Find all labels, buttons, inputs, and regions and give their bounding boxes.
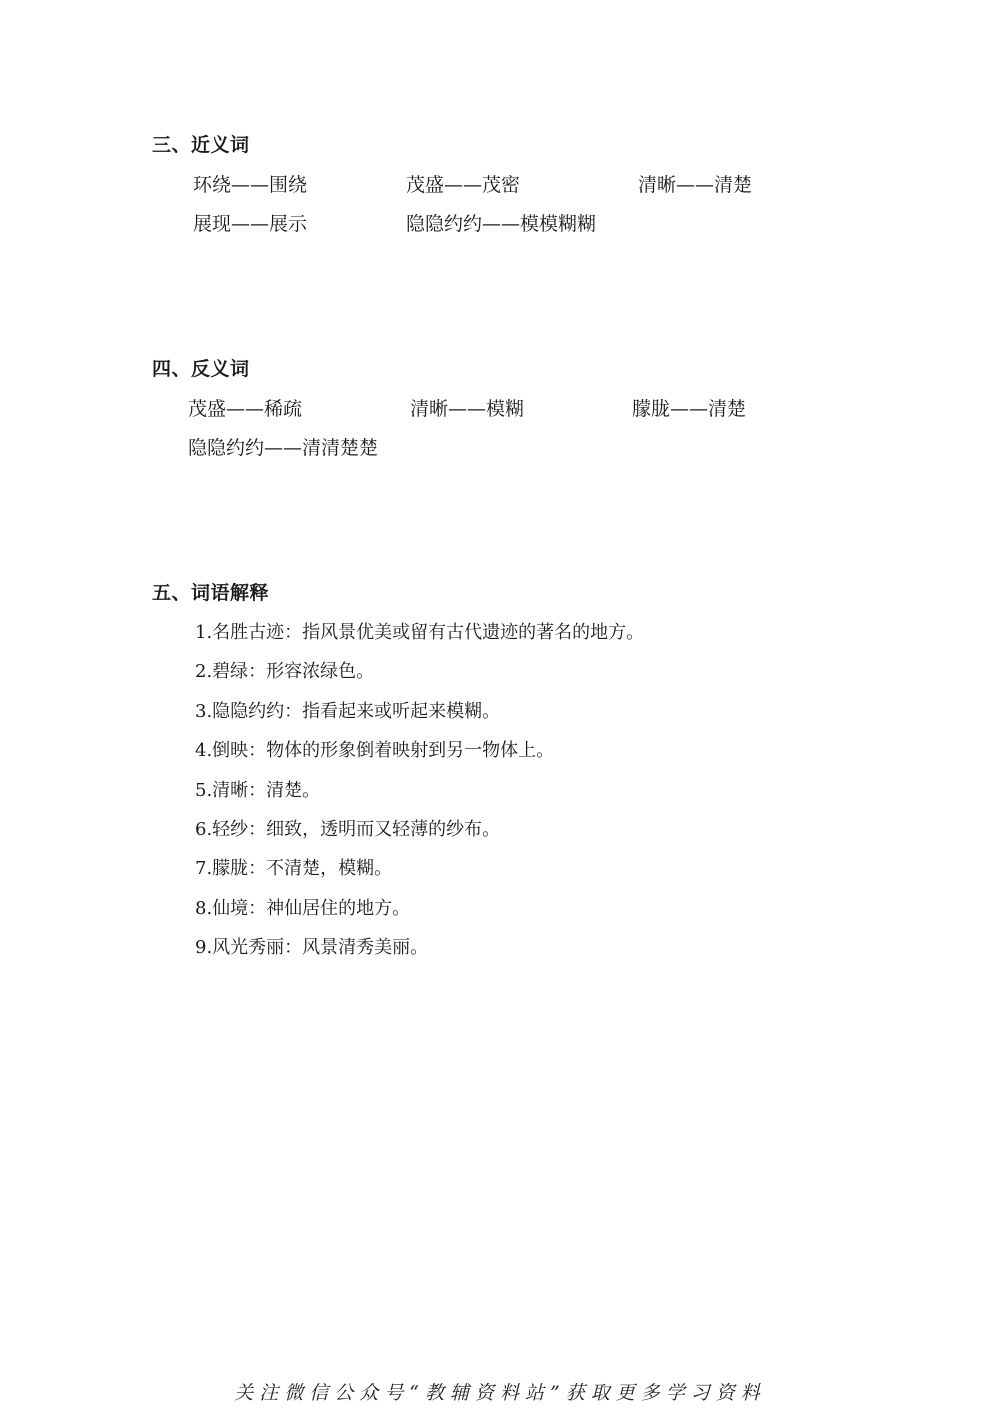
synonym-pair: 环绕——围绕 xyxy=(193,174,308,196)
antonym-pair: 隐隐约约——清清楚楚 xyxy=(188,437,379,459)
antonym-pair: 清晰——模糊 xyxy=(410,398,525,420)
definition-item: 5.清晰：清楚。 xyxy=(195,780,321,801)
definition-item: 4.倒映：物体的形象倒着映射到另一物体上。 xyxy=(195,740,555,761)
footer-promo-text: 关注微信公众号“教辅资料站”获取更多学习资料 xyxy=(234,1382,766,1404)
antonym-pair: 茂盛——稀疏 xyxy=(188,398,303,420)
synonym-pair: 茂盛——茂密 xyxy=(406,174,521,196)
definition-item: 3.隐隐约约：指看起来或听起来模糊。 xyxy=(195,701,501,722)
synonym-pair: 展现——展示 xyxy=(193,213,308,235)
definition-item: 6.轻纱：细致，透明而又轻薄的纱布。 xyxy=(195,819,501,840)
definitions-title: 五、词语解释 xyxy=(152,582,270,604)
definition-item: 8.仙境：神仙居住的地方。 xyxy=(195,898,411,919)
synonym-pair: 隐隐约约——模模糊糊 xyxy=(406,213,597,235)
antonym-pair: 朦胧——清楚 xyxy=(632,398,747,420)
definition-item: 9.风光秀丽：风景清秀美丽。 xyxy=(195,937,429,958)
definition-item: 7.朦胧：不清楚，模糊。 xyxy=(195,858,393,879)
synonym-pair: 清晰——清楚 xyxy=(638,174,753,196)
definition-item: 2.碧绿：形容浓绿色。 xyxy=(195,661,375,682)
synonyms-title: 三、近义词 xyxy=(152,134,250,156)
antonyms-title: 四、反义词 xyxy=(152,358,250,380)
definition-item: 1.名胜古迹：指风景优美或留有古代遗迹的著名的地方。 xyxy=(195,622,645,643)
